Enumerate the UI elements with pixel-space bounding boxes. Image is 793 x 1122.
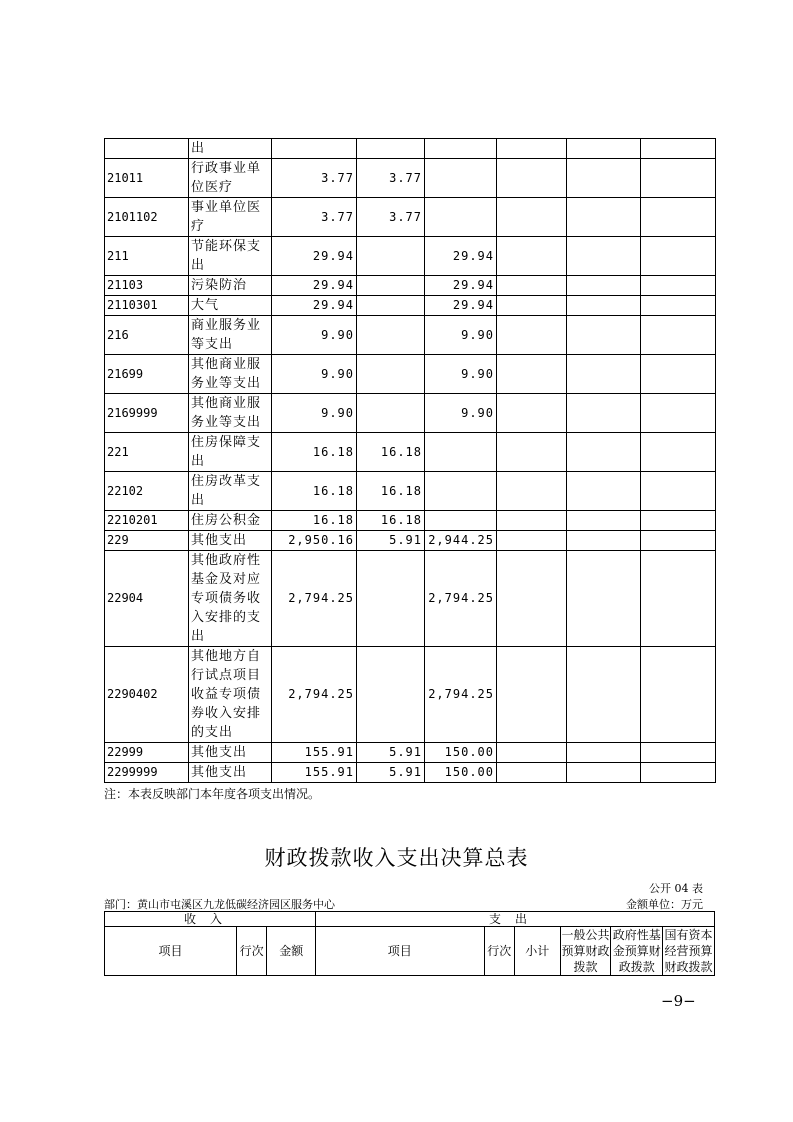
row-project: 2,944.25 xyxy=(425,531,497,551)
row-name: 其他支出 xyxy=(189,743,272,763)
row-project xyxy=(425,198,497,237)
row-total: 29.94 xyxy=(272,237,357,276)
empty-cell xyxy=(497,531,567,551)
row-basic xyxy=(357,237,425,276)
row-total: 16.18 xyxy=(272,511,357,531)
row-total: 9.90 xyxy=(272,355,357,394)
row-total: 16.18 xyxy=(272,433,357,472)
row-total: 3.77 xyxy=(272,198,357,237)
income-header: 收入 xyxy=(105,912,316,927)
empty-cell xyxy=(497,763,567,783)
row-code: 221 xyxy=(105,433,189,472)
expenditure-table xyxy=(104,138,716,783)
row-project: 150.00 xyxy=(425,743,497,763)
row-basic xyxy=(357,296,425,316)
row-name: 住房保障支出 xyxy=(189,433,272,472)
empty-cell xyxy=(567,296,641,316)
empty-cell xyxy=(567,743,641,763)
row-basic xyxy=(357,276,425,296)
row-name: 其他商业服务业等支出 xyxy=(189,355,272,394)
row-code: 2101102 xyxy=(105,198,189,237)
empty-cell xyxy=(497,237,567,276)
row-name: 其他支出 xyxy=(189,531,272,551)
empty-cell xyxy=(497,743,567,763)
row-project xyxy=(425,433,497,472)
table-row xyxy=(105,743,716,763)
row-project: 9.90 xyxy=(425,355,497,394)
expense-header: 支出 xyxy=(316,912,715,927)
row-total: 3.77 xyxy=(272,159,357,198)
row-code: 2210201 xyxy=(105,511,189,531)
row-name: 事业单位医疗 xyxy=(189,198,272,237)
empty-cell xyxy=(497,139,567,159)
empty-cell xyxy=(641,551,716,647)
row-name: 其他政府性基金及对应专项债务收入安排的支出 xyxy=(189,551,272,647)
empty-cell xyxy=(567,531,641,551)
col-amount: 金额 xyxy=(267,927,316,976)
row-total: 155.91 xyxy=(272,743,357,763)
empty-cell xyxy=(641,139,716,159)
empty-cell xyxy=(497,198,567,237)
table-row xyxy=(105,763,716,783)
empty-cell xyxy=(567,394,641,433)
row-project xyxy=(425,139,497,159)
empty-cell xyxy=(641,763,716,783)
empty-cell xyxy=(497,647,567,743)
row-project: 29.94 xyxy=(425,237,497,276)
row-total: 29.94 xyxy=(272,276,357,296)
row-basic: 3.77 xyxy=(357,198,425,237)
department-label: 部门：黄山市屯溪区九龙低碳经济园区服务中心 xyxy=(104,898,335,911)
col-line2: 行次 xyxy=(484,927,514,976)
table-row xyxy=(105,394,716,433)
empty-cell xyxy=(567,472,641,511)
row-total: 9.90 xyxy=(272,316,357,355)
empty-cell xyxy=(497,296,567,316)
empty-cell xyxy=(567,159,641,198)
row-code: 21103 xyxy=(105,276,189,296)
empty-cell xyxy=(641,433,716,472)
page-number: −9− xyxy=(661,992,696,1010)
row-code: 2169999 xyxy=(105,394,189,433)
empty-cell xyxy=(497,159,567,198)
table-row xyxy=(105,551,716,647)
row-code: 21011 xyxy=(105,159,189,198)
form-number: 公开 04 表 xyxy=(649,882,703,895)
col-line: 行次 xyxy=(236,927,266,976)
row-name: 出 xyxy=(189,139,272,159)
table-row xyxy=(105,355,716,394)
col-item2: 项目 xyxy=(316,927,484,976)
row-basic xyxy=(357,551,425,647)
row-basic: 16.18 xyxy=(357,472,425,511)
empty-cell xyxy=(641,511,716,531)
row-total: 29.94 xyxy=(272,296,357,316)
col-general-budget: 一般公共预算财政拨款 xyxy=(561,928,610,974)
row-code: 229 xyxy=(105,531,189,551)
table-row xyxy=(105,531,716,551)
row-name: 节能环保支出 xyxy=(189,237,272,276)
row-project: 2,794.25 xyxy=(425,647,497,743)
row-code xyxy=(105,139,189,159)
row-basic: 5.91 xyxy=(357,763,425,783)
empty-cell xyxy=(567,763,641,783)
row-basic xyxy=(357,355,425,394)
table-row xyxy=(105,316,716,355)
row-basic: 16.18 xyxy=(357,433,425,472)
row-basic: 5.91 xyxy=(357,743,425,763)
empty-cell xyxy=(641,647,716,743)
row-name: 行政事业单位医疗 xyxy=(189,159,272,198)
row-code: 21699 xyxy=(105,355,189,394)
row-basic: 3.77 xyxy=(357,159,425,198)
table-row xyxy=(105,511,716,531)
col-state-capital: 国有资本经营预算财政拨款 xyxy=(664,928,713,974)
col-subtotal: 小计 xyxy=(514,927,560,976)
row-code: 2110301 xyxy=(105,296,189,316)
row-project: 150.00 xyxy=(425,763,497,783)
table-row xyxy=(105,159,716,198)
row-name: 大气 xyxy=(189,296,272,316)
row-basic xyxy=(357,316,425,355)
row-total: 2,794.25 xyxy=(272,551,357,647)
empty-cell xyxy=(641,198,716,237)
row-name: 商业服务业等支出 xyxy=(189,316,272,355)
empty-cell xyxy=(497,316,567,355)
empty-cell xyxy=(641,316,716,355)
table-row xyxy=(105,296,716,316)
empty-cell xyxy=(567,355,641,394)
empty-cell xyxy=(497,394,567,433)
row-project: 2,794.25 xyxy=(425,551,497,647)
empty-cell xyxy=(641,159,716,198)
row-name: 其他支出 xyxy=(189,763,272,783)
row-project xyxy=(425,159,497,198)
empty-cell xyxy=(567,551,641,647)
table-row xyxy=(105,433,716,472)
row-total: 2,794.25 xyxy=(272,647,357,743)
empty-cell xyxy=(641,743,716,763)
empty-cell xyxy=(497,433,567,472)
row-project: 9.90 xyxy=(425,394,497,433)
empty-cell xyxy=(641,355,716,394)
table-note: 注：本表反映部门本年度各项支出情况。 xyxy=(104,787,321,801)
empty-cell xyxy=(567,198,641,237)
row-code: 22999 xyxy=(105,743,189,763)
table-row xyxy=(105,276,716,296)
empty-cell xyxy=(567,276,641,296)
row-total: 2,950.16 xyxy=(272,531,357,551)
row-project: 29.94 xyxy=(425,296,497,316)
empty-cell xyxy=(641,394,716,433)
row-code: 211 xyxy=(105,237,189,276)
table-row xyxy=(105,139,716,159)
empty-cell xyxy=(567,647,641,743)
col-gov-fund: 政府性基金预算财政拨款 xyxy=(612,928,661,974)
row-project xyxy=(425,472,497,511)
row-basic: 16.18 xyxy=(357,511,425,531)
row-name: 住房改革支出 xyxy=(189,472,272,511)
row-code: 216 xyxy=(105,316,189,355)
amount-unit: 金额单位：万元 xyxy=(626,898,703,911)
empty-cell xyxy=(641,472,716,511)
row-code: 2299999 xyxy=(105,763,189,783)
row-name: 其他商业服务业等支出 xyxy=(189,394,272,433)
row-name: 住房公积金 xyxy=(189,511,272,531)
empty-cell xyxy=(497,472,567,511)
table-row xyxy=(105,237,716,276)
row-total xyxy=(272,139,357,159)
row-basic xyxy=(357,394,425,433)
table-row xyxy=(105,198,716,237)
table-row xyxy=(105,647,716,743)
empty-cell xyxy=(641,276,716,296)
empty-cell xyxy=(641,296,716,316)
row-project xyxy=(425,511,497,531)
table-row xyxy=(105,472,716,511)
empty-cell xyxy=(641,237,716,276)
row-code: 22904 xyxy=(105,551,189,647)
empty-cell xyxy=(567,139,641,159)
row-name: 其他地方自行试点项目收益专项债券收入安排的支出 xyxy=(189,647,272,743)
row-total: 9.90 xyxy=(272,394,357,433)
row-basic xyxy=(357,139,425,159)
row-project: 9.90 xyxy=(425,316,497,355)
row-project: 29.94 xyxy=(425,276,497,296)
row-code: 2290402 xyxy=(105,647,189,743)
row-code: 22102 xyxy=(105,472,189,511)
empty-cell xyxy=(641,531,716,551)
empty-cell xyxy=(497,511,567,531)
empty-cell xyxy=(497,276,567,296)
empty-cell xyxy=(567,316,641,355)
section-title: 财政拨款收入支出决算总表 xyxy=(264,846,529,870)
row-basic: 5.91 xyxy=(357,531,425,551)
empty-cell xyxy=(497,551,567,647)
empty-cell xyxy=(567,511,641,531)
empty-cell xyxy=(567,433,641,472)
col-item: 项目 xyxy=(105,927,237,976)
row-total: 155.91 xyxy=(272,763,357,783)
row-name: 污染防治 xyxy=(189,276,272,296)
row-basic xyxy=(357,647,425,743)
empty-cell xyxy=(567,237,641,276)
fiscal-summary-table xyxy=(104,911,715,976)
empty-cell xyxy=(497,355,567,394)
row-total: 16.18 xyxy=(272,472,357,511)
